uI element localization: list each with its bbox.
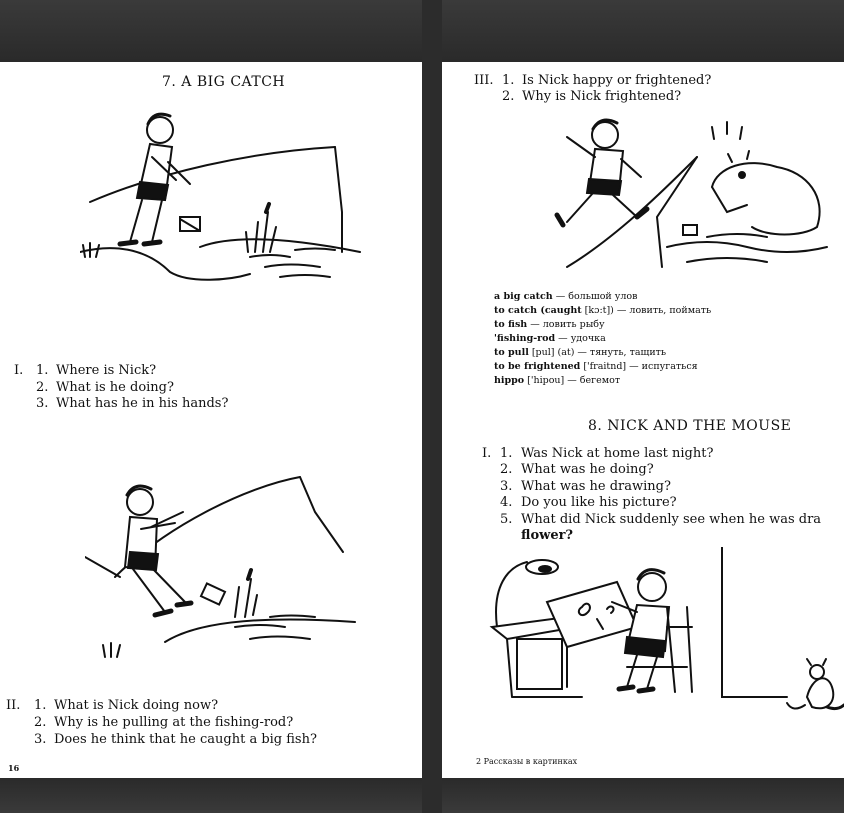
question-number: 3. xyxy=(500,479,513,494)
vocab-term: 'fishing-rod xyxy=(494,333,556,344)
question-text: What did Nick suddenly see when he was dra xyxy=(521,512,822,527)
question-number: 4. xyxy=(500,495,513,510)
question-text: Why is he pulling at the fishing-rod? xyxy=(54,715,294,730)
section-1-roman: I. xyxy=(14,363,24,378)
question-text: Does he think that he caught a big fish? xyxy=(54,732,317,747)
vocab-term: to be frightened xyxy=(494,361,581,372)
question-number: 2. xyxy=(500,462,513,477)
question-text: What is he doing? xyxy=(56,380,174,395)
page-gutter xyxy=(422,0,442,813)
vocab-term: a big catch xyxy=(494,291,553,302)
vocab-entry xyxy=(494,360,698,374)
vocab-entry xyxy=(494,346,666,360)
vocab-entry xyxy=(494,374,620,388)
page-number: 16 xyxy=(8,763,20,773)
illustration-hippo-scare xyxy=(537,117,837,277)
illustration-boy-pulling-rod xyxy=(85,467,365,667)
question-text: Where is Nick? xyxy=(56,363,157,378)
vocab-gloss: — ловить рыбу xyxy=(527,319,605,330)
footer-caption: 2 Рассказы в картинках xyxy=(476,757,578,766)
section-3-roman: III. xyxy=(474,73,494,88)
question-number: 1. xyxy=(502,73,515,88)
question-number: 2. xyxy=(34,715,47,730)
section-2-roman: II. xyxy=(6,698,21,713)
question-text: What was he drawing? xyxy=(521,479,671,494)
question-number: 2. xyxy=(36,380,49,395)
section-1-roman: I. xyxy=(482,446,492,461)
vocab-gloss: — удочка xyxy=(555,333,606,344)
vocab-gloss: ['hipou] — бегемот xyxy=(524,375,621,386)
illustration-boy-drawing xyxy=(487,547,844,732)
vocab-gloss: ['fraitnd] — испугаться xyxy=(580,361,698,372)
vocab-gloss: [kɔ:t]) — ловить, поймать xyxy=(581,305,712,316)
story-title-8: 8. NICK AND THE MOUSE xyxy=(588,418,792,434)
vocab-entry xyxy=(494,290,637,304)
question-text: Is Nick happy or frightened? xyxy=(522,73,712,88)
vocab-term: hippo xyxy=(494,375,525,386)
vocab-term: to catch (caught xyxy=(494,305,582,316)
vocab-gloss: [pul] (at) — тянуть, тащить xyxy=(528,347,667,358)
question-number: 1. xyxy=(34,698,47,713)
vocab-term: to pull xyxy=(494,347,529,358)
right-page xyxy=(442,62,844,778)
left-page xyxy=(0,62,422,778)
question-number: 5. xyxy=(500,512,513,527)
question-number: 1. xyxy=(36,363,49,378)
story-title-7: 7. A BIG CATCH xyxy=(162,74,286,90)
question-number: 3. xyxy=(34,732,47,747)
question-text: What is Nick doing now? xyxy=(54,698,219,713)
vocab-entry xyxy=(494,304,711,318)
question-number: 3. xyxy=(36,396,49,411)
question-text: Why is Nick frightened? xyxy=(522,89,682,104)
illustration-boy-fishing xyxy=(80,102,370,287)
vocab-gloss: — большой улов xyxy=(552,291,638,302)
vocab-entry xyxy=(494,318,605,332)
question-text: What was he doing? xyxy=(521,462,654,477)
question-text: What has he in his hands? xyxy=(56,396,229,411)
question-number: 2. xyxy=(502,89,515,104)
vocab-entry xyxy=(494,332,606,346)
question-continuation: flower? xyxy=(521,528,574,543)
vocab-term: to fish xyxy=(494,319,528,330)
question-text: Was Nick at home last night? xyxy=(521,446,714,461)
question-number: 1. xyxy=(500,446,513,461)
question-text: Do you like his picture? xyxy=(521,495,677,510)
